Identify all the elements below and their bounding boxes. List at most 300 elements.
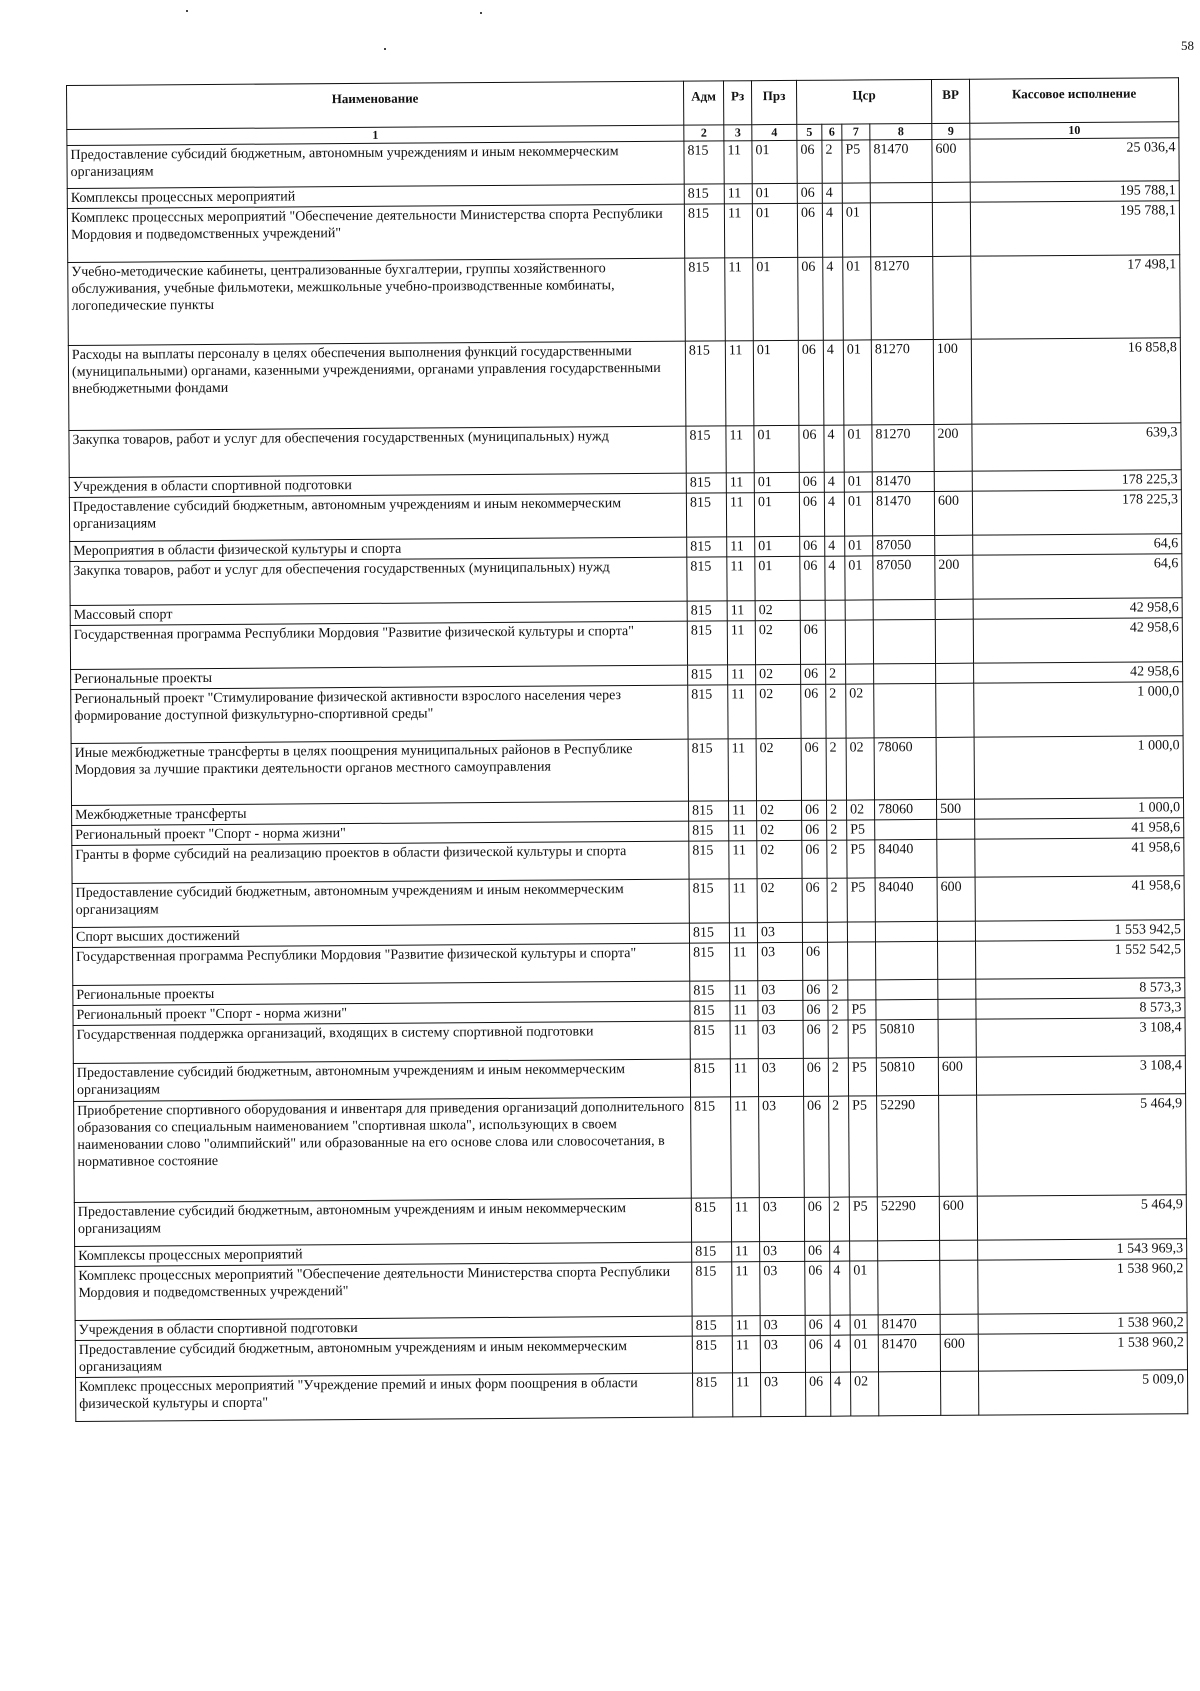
table-cell-csr-program: 06 (800, 536, 825, 556)
table-cell-vr (936, 737, 974, 799)
table-cell-vr (938, 999, 976, 1019)
header-vr: ВР (931, 79, 969, 123)
column-number: 10 (970, 122, 1179, 139)
column-number: 1 (67, 125, 684, 145)
table-cell-prz: 03 (759, 1197, 804, 1241)
table-cell-vr (935, 599, 973, 619)
table-cell-csr-type: 2 (828, 1058, 848, 1096)
table-cell-vr: 600 (938, 1057, 976, 1095)
table-cell-amount: 42 958,6 (973, 618, 1182, 663)
table-cell-amount: 1 538 960,2 (978, 1333, 1187, 1371)
column-number: 6 (822, 124, 842, 140)
table-cell-adm: 815 (691, 1097, 732, 1198)
table-cell-csr-direction (874, 683, 936, 737)
table-cell-vr (939, 1095, 978, 1196)
table-cell-amount: 1 553 942,5 (975, 920, 1184, 941)
table-cell-csr-program: 06 (805, 1315, 830, 1335)
table-cell-csr-type: 4 (825, 536, 845, 556)
table-cell-adm: 815 (686, 493, 726, 537)
page-number: 58 (1181, 38, 1194, 53)
table-cell-csr-direction (873, 619, 935, 663)
table-cell-adm: 815 (688, 685, 728, 739)
scan-speck (186, 10, 188, 12)
table-cell-name: Предоставление субсидий бюджетным, автономным учреждениям и иным некоммерческим организациям (69, 493, 686, 541)
table-cell-amount: 42 958,6 (973, 598, 1182, 619)
table-cell-vr: 600 (937, 877, 975, 921)
table-cell-amount: 1 000,0 (975, 798, 1184, 819)
table-cell-vr: 200 (935, 555, 973, 599)
table-cell-name: Иные межбюджетные трансферты в целях поощрения муниципальных районов в Республике Мордовия за лучшие практики деятельности органов местного самоуправления (71, 739, 688, 805)
table-cell-vr: 500 (937, 799, 975, 819)
table-cell-csr-program: 06 (799, 492, 824, 536)
table-cell-rz: 11 (730, 1059, 758, 1097)
table-cell-amount: 25 036,4 (970, 138, 1179, 182)
table-cell-prz: 01 (752, 203, 797, 257)
table-row (70, 618, 1182, 670)
table-cell-adm: 815 (687, 621, 727, 665)
table-cell-rz: 11 (729, 821, 757, 841)
table-cell-prz: 03 (758, 1000, 803, 1020)
table-cell-csr-type: 2 (829, 1197, 849, 1241)
table-cell-csr-program: 06 (797, 203, 822, 257)
table-cell-csr-structure: P5 (847, 840, 875, 878)
table-row (69, 423, 1181, 478)
table-cell-name: Приобретение спортивного оборудования и инвентаря для приведения организаций дополнительного образования со специальным наименованием "спортивная школа", использующих в своем наименовании слово "олимпийский" или образованные на его основе слова или словосочетания, в нормативное состояние (74, 1097, 692, 1202)
table-cell-name: Закупка товаров, работ и услуг для обеспечения государственных (муниципальных) нужд (69, 426, 686, 477)
table-cell-prz: 01 (755, 556, 800, 600)
column-number: 8 (870, 123, 932, 139)
table-cell-csr-structure: P5 (842, 140, 870, 183)
table-cell-csr-direction (870, 202, 932, 256)
table-cell-adm: 815 (684, 184, 724, 204)
table-cell-rz: 11 (727, 621, 755, 665)
table-row (72, 876, 1184, 928)
table-cell-rz: 11 (731, 1198, 759, 1242)
table-cell-vr (936, 663, 974, 683)
table-cell-rz: 11 (726, 426, 754, 473)
budget-execution-table (66, 77, 1188, 1422)
table-cell-csr-direction: 81470 (872, 471, 934, 491)
table-cell-csr-type: 4 (825, 556, 845, 600)
table-cell-vr: 600 (934, 491, 972, 535)
table-cell-csr-structure: P5 (847, 820, 875, 840)
table-cell-amount: 5 009,0 (979, 1370, 1188, 1415)
table-cell-name: Комплексы процессных мероприятий (75, 1242, 692, 1266)
table-cell-rz: 11 (733, 1373, 761, 1417)
table-cell-csr-direction: 78060 (875, 799, 937, 819)
table-cell-vr (938, 979, 976, 999)
table-cell-csr-direction (879, 1371, 941, 1415)
table-cell-rz: 11 (730, 1021, 758, 1059)
table-cell-csr-direction: 78060 (874, 737, 936, 799)
table-cell-vr (933, 256, 972, 339)
table-cell-adm: 815 (689, 879, 729, 923)
table-cell-vr (932, 182, 970, 202)
table-cell-csr-type: 4 (830, 1335, 850, 1372)
table-cell-vr: 600 (940, 1334, 978, 1371)
table-cell-csr-structure: 01 (843, 257, 872, 340)
table-cell-vr (941, 1371, 979, 1415)
table-cell-adm: 815 (684, 141, 724, 184)
table-cell-csr-structure: 01 (850, 1261, 878, 1315)
table-cell-csr-type: 2 (822, 140, 842, 183)
table-cell-csr-structure (845, 600, 873, 620)
table-cell-csr-program: 06 (797, 140, 822, 183)
table-cell-csr-structure (845, 620, 873, 664)
table-cell-rz: 11 (732, 1242, 760, 1262)
table-cell-adm: 815 (689, 923, 729, 943)
table-cell-csr-type (825, 620, 845, 664)
table-cell-adm: 815 (690, 1059, 730, 1097)
table-cell-csr-direction: 81470 (872, 491, 934, 535)
table-cell-rz: 11 (730, 1001, 758, 1021)
table-cell-prz: 01 (752, 140, 797, 183)
table-cell-csr-direction (876, 941, 938, 979)
table-cell-rz: 11 (726, 493, 754, 537)
table-cell-csr-structure (846, 664, 874, 684)
table-cell-prz: 02 (755, 620, 800, 664)
table-cell-adm: 815 (690, 1001, 730, 1021)
table-cell-csr-structure: P5 (849, 1197, 877, 1241)
table-cell-csr-direction: 81270 (872, 424, 934, 471)
table-cell-name: Комплекс процессных мероприятий "Обеспечение деятельности Министерства спорта Республики Мордовия и подведомственных учреждений" (67, 204, 684, 262)
table-cell-prz: 03 (758, 1020, 803, 1058)
table-cell-csr-type: 2 (828, 980, 848, 1000)
table-cell-csr-program: 06 (800, 556, 825, 600)
table-cell-csr-structure: 01 (844, 492, 872, 536)
table-cell-rz: 11 (728, 685, 756, 739)
table-cell-csr-direction (876, 999, 938, 1019)
table-cell-rz: 11 (725, 258, 754, 341)
table-cell-vr: 200 (934, 424, 972, 471)
table-cell-csr-structure: 02 (846, 684, 874, 738)
table-cell-amount: 5 464,9 (977, 1094, 1187, 1196)
table-cell-csr-type: 2 (827, 878, 847, 922)
table-cell-vr (936, 683, 974, 737)
table-cell-name: Региональный проект "Спорт - норма жизни" (73, 1001, 690, 1025)
table-cell-adm: 815 (689, 841, 729, 879)
table-cell-csr-program: 06 (805, 1261, 830, 1315)
table-cell-amount: 1 000,0 (974, 682, 1183, 737)
table-cell-csr-structure: P5 (847, 878, 875, 922)
table-cell-prz: 03 (760, 1335, 805, 1372)
table-cell-rz: 11 (728, 739, 756, 801)
table-cell-rz: 11 (729, 879, 757, 923)
table-cell-csr-structure: P5 (848, 1020, 876, 1058)
table-cell-rz: 11 (724, 184, 752, 204)
table-cell-csr-program: 06 (805, 1241, 830, 1261)
table-cell-csr-program: 06 (803, 1058, 828, 1096)
table-cell-amount: 16 858,8 (971, 338, 1181, 424)
table-cell-adm: 815 (688, 739, 728, 801)
table-cell-prz: 01 (753, 340, 799, 425)
table-cell-csr-program: 06 (803, 1000, 828, 1020)
table-cell-csr-type: 2 (826, 684, 846, 738)
table-cell-csr-type (827, 922, 847, 942)
table-cell-csr-direction (875, 819, 937, 839)
table-cell-adm: 815 (693, 1373, 733, 1417)
table-cell-prz: 01 (754, 472, 799, 492)
table-cell-name: Государственная поддержка организаций, входящих в систему спортивной подготовки (73, 1021, 690, 1063)
table-cell-rz: 11 (725, 341, 754, 426)
table-cell-csr-direction (876, 979, 938, 999)
table-cell-rz: 11 (732, 1262, 760, 1316)
table-cell-csr-type: 4 (823, 340, 844, 425)
table-cell-adm: 815 (687, 557, 727, 601)
table-cell-prz: 03 (758, 942, 803, 980)
table-cell-csr-structure (848, 980, 876, 1000)
table-cell-csr-direction: 84040 (875, 839, 937, 877)
table-cell-amount: 41 958,6 (975, 876, 1184, 921)
table-cell-rz: 11 (729, 841, 757, 879)
table-row (68, 338, 1181, 431)
table-cell-csr-direction: 50810 (876, 1019, 938, 1057)
table-cell-csr-type: 2 (828, 1000, 848, 1020)
table-cell-adm: 815 (687, 601, 727, 621)
header-csr: Цср (796, 79, 931, 124)
table-row (67, 201, 1179, 263)
table-cell-csr-direction: 87050 (873, 555, 935, 599)
table-cell-rz: 11 (729, 923, 757, 943)
table-cell-csr-type: 2 (827, 800, 847, 820)
table-cell-csr-type: 2 (826, 738, 846, 800)
table-cell-name: Предоставление субсидий бюджетным, автономным учреждениям и иным некоммерческим организациям (67, 141, 684, 188)
table-cell-name: Предоставление субсидий бюджетным, автономным учреждениям и иным некоммерческим организациям (75, 1336, 692, 1377)
table-cell-prz: 03 (757, 922, 802, 942)
table-cell-prz: 02 (757, 878, 802, 922)
table-cell-vr (934, 471, 972, 491)
table-cell-csr-structure (847, 922, 875, 942)
table-cell-csr-program: 06 (802, 840, 827, 878)
table-cell-csr-direction (878, 1260, 940, 1314)
table-row (74, 1195, 1186, 1247)
table-cell-prz: 01 (755, 536, 800, 556)
table-cell-csr-structure: 01 (845, 536, 873, 556)
table-cell-adm: 815 (686, 473, 726, 493)
table-cell-amount: 41 958,6 (975, 838, 1184, 877)
table-cell-csr-program: 06 (804, 1096, 830, 1197)
scan-speck (480, 12, 482, 14)
table-cell-adm: 815 (687, 537, 727, 557)
table-cell-name: Предоставление субсидий бюджетным, автономным учреждениям и иным некоммерческим организациям (74, 1198, 691, 1246)
table-cell-prz: 03 (760, 1315, 805, 1335)
table-cell-csr-direction: 52290 (877, 1196, 939, 1240)
table-cell-vr (937, 921, 975, 941)
table-cell-prz: 02 (757, 800, 802, 820)
table-cell-csr-type (828, 942, 848, 980)
table-cell-csr-structure (842, 183, 870, 203)
table-cell-amount: 5 464,9 (977, 1195, 1186, 1240)
header-amount: Кассовое исполнение (969, 78, 1178, 123)
table-cell-csr-structure: 01 (844, 472, 872, 492)
column-number: 4 (752, 124, 797, 140)
table-cell-prz: 02 (755, 600, 800, 620)
table-cell-csr-structure (850, 1241, 878, 1261)
table-cell-amount: 178 225,3 (972, 470, 1181, 491)
table-cell-csr-type: 2 (829, 1096, 850, 1197)
table-cell-rz: 11 (727, 557, 755, 601)
table-cell-csr-type (825, 600, 845, 620)
table-cell-prz: 03 (759, 1096, 805, 1197)
table-cell-name: Предоставление субсидий бюджетным, автономным учреждениям и иным некоммерческим организациям (73, 1059, 690, 1101)
table-cell-prz: 01 (752, 183, 797, 203)
table-cell-vr (937, 839, 975, 877)
table-cell-csr-type: 4 (830, 1261, 850, 1315)
table-cell-rz: 11 (724, 204, 752, 258)
table-cell-csr-structure: 02 (851, 1372, 879, 1416)
table-cell-name: Предоставление субсидий бюджетным, автономным учреждениям и иным некоммерческим организациям (72, 879, 689, 927)
table-cell-rz: 11 (724, 141, 752, 184)
table-cell-prz: 02 (756, 738, 801, 800)
table-cell-csr-direction: 50810 (876, 1057, 938, 1095)
table-cell-name: Расходы на выплаты персоналу в целях обеспечения выполнения функций государственными (муниципальными) органами, казенными учреждениями, органами управления государственными внебюджетными фондами (68, 341, 686, 430)
table-cell-name: Спорт высших достижений (72, 923, 689, 947)
table-cell-csr-type: 2 (828, 1020, 848, 1058)
table-cell-adm: 815 (691, 1198, 731, 1242)
table-cell-name: Региональные проекты (71, 665, 688, 689)
table-cell-csr-program (802, 922, 827, 942)
table-cell-name: Мероприятия в области физической культуры и спорта (70, 537, 687, 561)
table-cell-csr-type: 4 (831, 1372, 851, 1416)
table-cell-prz: 03 (760, 1261, 805, 1315)
table-cell-csr-direction (870, 182, 932, 202)
table-cell-vr (937, 819, 975, 839)
table-cell-csr-structure: 01 (842, 203, 870, 257)
table-cell-csr-program (800, 600, 825, 620)
table-cell-csr-type: 4 (824, 472, 844, 492)
table-cell-prz: 02 (756, 684, 801, 738)
table-cell-amount: 195 788,1 (970, 181, 1179, 202)
scan-speck (384, 48, 386, 50)
table-cell-csr-program: 06 (804, 1197, 829, 1241)
table-cell-vr (940, 1240, 978, 1260)
table-cell-csr-program: 06 (801, 684, 826, 738)
table-row (71, 682, 1183, 744)
table-cell-csr-type: 2 (826, 664, 846, 684)
table-cell-csr-program: 06 (806, 1372, 831, 1416)
table-cell-name: Учреждения в области спортивной подготовки (75, 1316, 692, 1340)
table-cell-name: Межбюджетные трансферты (72, 801, 689, 825)
table-cell-csr-direction: 87050 (873, 535, 935, 555)
table-cell-name: Комплексы процессных мероприятий (67, 184, 684, 208)
table-cell-prz: 03 (761, 1372, 806, 1416)
table-cell-amount: 41 958,6 (975, 818, 1184, 839)
table-cell-amount: 3 108,4 (976, 1056, 1185, 1095)
table-cell-csr-structure: 01 (845, 556, 873, 600)
table-cell-csr-structure: 01 (850, 1315, 878, 1335)
table-cell-vr (938, 941, 976, 979)
table-cell-csr-structure: P5 (849, 1096, 878, 1197)
header-prz: Прз (751, 80, 796, 124)
table-cell-name: Учреждения в области спортивной подготовки (69, 473, 686, 497)
table-cell-csr-type: 4 (824, 492, 844, 536)
table-cell-csr-direction: 84040 (875, 877, 937, 921)
table-cell-csr-direction: 81270 (871, 256, 934, 339)
table-cell-adm: 815 (690, 943, 730, 981)
table-cell-vr (940, 1260, 978, 1314)
table-cell-amount: 1 538 960,2 (978, 1313, 1187, 1334)
table-row (69, 490, 1181, 542)
table-cell-amount: 178 225,3 (972, 490, 1181, 535)
table-cell-csr-structure: P5 (848, 1058, 876, 1096)
table-cell-amount: 1 543 969,3 (978, 1239, 1187, 1260)
column-number: 7 (842, 124, 870, 140)
table-cell-csr-structure: 01 (843, 340, 872, 425)
table-cell-adm: 815 (692, 1336, 732, 1373)
table-row (71, 736, 1183, 806)
table-cell-vr: 600 (932, 139, 970, 182)
table-cell-name: Региональный проект "Спорт - норма жизни" (72, 821, 689, 845)
table-cell-prz: 01 (754, 492, 799, 536)
table-cell-adm: 815 (685, 341, 726, 426)
column-number: 3 (724, 125, 752, 141)
table-cell-rz: 11 (729, 801, 757, 821)
table-cell-amount: 64,6 (973, 534, 1182, 555)
table-cell-vr: 600 (939, 1196, 977, 1240)
table-cell-name: Закупка товаров, работ и услуг для обеспечения государственных (муниципальных) нужд (70, 557, 687, 605)
header-row (67, 78, 1179, 130)
table-cell-amount: 42 958,6 (974, 662, 1183, 683)
table-cell-rz: 11 (730, 943, 758, 981)
table-cell-csr-direction (875, 921, 937, 941)
table-cell-name: Региональные проекты (73, 981, 690, 1005)
table-cell-csr-structure: 01 (850, 1335, 878, 1372)
table-cell-csr-program: 06 (802, 820, 827, 840)
table-cell-vr: 100 (933, 339, 972, 424)
table-cell-csr-structure: 02 (846, 738, 874, 800)
table-cell-csr-structure: 01 (844, 425, 872, 472)
table-cell-csr-direction: 52290 (877, 1095, 940, 1196)
table-cell-csr-direction (878, 1240, 940, 1260)
table-cell-vr (938, 1019, 976, 1057)
table-cell-prz: 02 (757, 840, 802, 878)
table-row (67, 138, 1179, 189)
table-cell-csr-program: 06 (798, 340, 824, 425)
table-cell-csr-type: 4 (822, 203, 842, 257)
table-cell-adm: 815 (689, 821, 729, 841)
table-cell-csr-program: 06 (803, 1020, 828, 1058)
table-cell-rz: 11 (726, 473, 754, 493)
table-cell-csr-program: 06 (802, 800, 827, 820)
table-cell-adm: 815 (692, 1262, 732, 1316)
table-cell-prz: 03 (758, 980, 803, 1000)
table-cell-amount: 8 573,3 (976, 978, 1185, 999)
table-cell-vr (940, 1314, 978, 1334)
table-row (74, 1094, 1187, 1203)
header-name: Наименование (67, 81, 684, 129)
table-row (75, 1259, 1187, 1321)
table-cell-rz: 11 (730, 981, 758, 1001)
table-cell-amount: 1 000,0 (974, 736, 1183, 799)
table-cell-name: Государственная программа Республики Мордовия "Развитие физической культуры и спорта" (73, 943, 690, 985)
table-cell-name: Комплекс процессных мероприятий "Обеспечение деятельности Министерства спорта Республики Мордовия и подведомственных учреждений" (75, 1262, 692, 1320)
table-cell-csr-direction (873, 599, 935, 619)
table-cell-csr-direction (874, 663, 936, 683)
table-cell-amount: 639,3 (972, 423, 1181, 471)
table-cell-prz: 03 (758, 1058, 803, 1096)
table-cell-csr-type: 4 (824, 425, 844, 472)
table-cell-amount: 195 788,1 (970, 201, 1179, 256)
table-body (67, 138, 1188, 1422)
table-cell-name: Массовый спорт (70, 601, 687, 625)
table-cell-csr-program: 06 (797, 183, 822, 203)
table-cell-name: Государственная программа Республики Мордовия "Развитие физической культуры и спорта" (70, 621, 687, 669)
table-cell-amount: 1 552 542,5 (975, 940, 1184, 979)
table-row (76, 1370, 1188, 1422)
table-cell-prz: 01 (754, 425, 799, 472)
table-cell-csr-program: 06 (799, 472, 824, 492)
table-cell-csr-type: 2 (827, 840, 847, 878)
